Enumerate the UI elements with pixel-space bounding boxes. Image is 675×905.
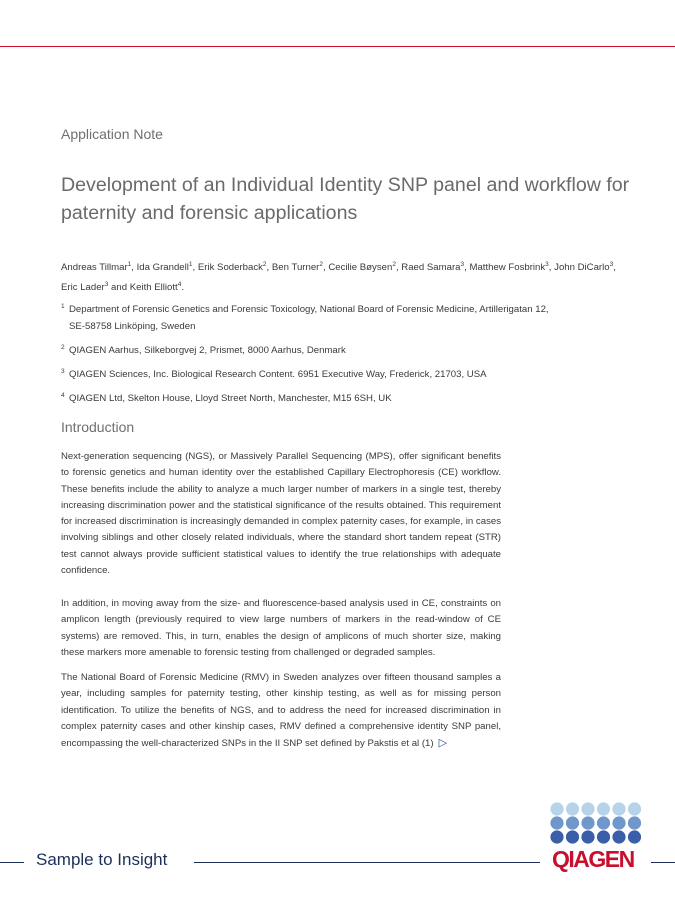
affiliation-text: QIAGEN Aarhus, Silkeborgvej 2, Prismet, 8000 Aarhus, Denmark bbox=[69, 345, 346, 356]
author-name: Erik Soderback bbox=[197, 262, 263, 274]
author-name: Ida Grandell bbox=[136, 262, 189, 274]
affiliation-3 bbox=[61, 363, 621, 383]
author-name: Cecilie Bøysen bbox=[328, 262, 393, 274]
logo-dot bbox=[566, 802, 579, 815]
author-name: John DiCarlo bbox=[554, 262, 610, 274]
logo-dot bbox=[550, 830, 563, 843]
intro-paragraph-1: Next-generation sequencing (NGS), or Massively Parallel Sequencing (MPS), offer significant benefits to forensic genetics and human identity over the established Capillary Electrophoresis (CE) workflow. These benefits include the ability to analyze a much larger number of markers in a single test, thereby increasing discrimination power and the statistical significance of the results obtained. This requirement for increased discrimination is increasingly demanded in complex paternity cases, for example, in cases involving siblings and other closely related individuals, where the standard short tandem repeat (STR) test cannot always provide sufficient statistical values to identify the true relationships with adequate confidence. bbox=[61, 451, 501, 577]
affiliation-number: 1 bbox=[61, 303, 65, 310]
affiliation-2 bbox=[61, 339, 621, 359]
author-affiliation-mark: 2 bbox=[262, 261, 267, 268]
author-name: Raed Samara bbox=[401, 262, 461, 274]
logo-dot bbox=[566, 830, 579, 843]
author-affiliation-mark: 3 bbox=[609, 261, 614, 268]
logo-dot bbox=[612, 816, 625, 829]
author-affiliation-mark: 3 bbox=[545, 261, 549, 268]
intro-paragraph-3-text: The National Board of Forensic Medicine (RMV) in Sweden analyzes over fifteen thousand samples a year, including samples for paternity testing, other kinship testing, as well as for missing person identification. To utilize the benefits of NGS, and to address the need for increased discrimination in complex paternity cases and other kinship cases, RMV defined a comprehensive identity SNP panel, encompassing the well-characterized SNPs in the II SNP set defined by Pakstis et al (1) bbox=[61, 672, 501, 750]
logo-dot bbox=[628, 830, 641, 843]
author-affiliation-mark: 4 bbox=[177, 281, 182, 289]
affiliation-number: 4 bbox=[61, 392, 65, 399]
author-affiliation-mark: 1 bbox=[127, 261, 132, 268]
logo-dot bbox=[597, 830, 610, 843]
affiliation-text: QIAGEN Ltd, Skelton House, Lloyd Street North, Manchester, M15 6SH, UK bbox=[69, 393, 392, 404]
affiliation-text: Department of Forensic Genetics and Forensic Toxicology, National Board of Forensic Medicine, Artillerigatan 12, bbox=[69, 304, 549, 315]
author-affiliation-mark: 1 bbox=[188, 261, 193, 268]
section-heading-introduction: Introduction bbox=[61, 419, 135, 435]
logo-dot bbox=[581, 830, 594, 843]
affiliation-4 bbox=[61, 387, 621, 407]
intro-paragraph-3 bbox=[61, 670, 501, 752]
logo-dot bbox=[566, 816, 579, 829]
logo-dot bbox=[550, 802, 563, 815]
footer-rule-right bbox=[651, 862, 675, 863]
footer-rule-middle bbox=[194, 862, 540, 863]
author-affiliation-mark: 3 bbox=[460, 261, 465, 268]
top-red-rule bbox=[0, 46, 675, 47]
author-list: Andreas Tillmar$^1$, Ida Grandell$^1$, Erik Soderback$^2$, Ben Turner$^2$, Cecilie Bøysen$^2$, Raed Samara$^3$, Matthew Fosbrink$^3$, John DiCarlo$^3$, Eric Lader$^3$ and Keith Elliott$^4$. bbox=[61, 261, 616, 294]
qiagen-logo-icon bbox=[548, 802, 644, 846]
footer-tagline: Sample to Insight bbox=[36, 850, 168, 869]
qiagen-logo-text: QIAGEN bbox=[552, 846, 634, 872]
affiliation-1 bbox=[61, 298, 621, 335]
logo-dot bbox=[612, 830, 625, 843]
logo-dot bbox=[628, 816, 641, 829]
author-name: Eric Lader bbox=[61, 282, 105, 294]
logo-dot bbox=[612, 802, 625, 815]
affiliation-number: 2 bbox=[61, 344, 65, 351]
document-type: Application Note bbox=[61, 126, 163, 142]
logo-dot bbox=[628, 802, 641, 815]
continue-arrow-icon[interactable]: ▷ bbox=[438, 737, 448, 750]
author-name: Matthew Fosbrink bbox=[469, 262, 546, 274]
author-affiliation-mark: 2 bbox=[392, 261, 396, 268]
author-name: Ben Turner bbox=[271, 262, 320, 274]
document-title: Development of an Individual Identity SNP panel and workflow for paternity and forensic applications bbox=[61, 174, 630, 224]
author-name: Keith Elliott bbox=[129, 282, 178, 294]
author-name: Andreas Tillmar bbox=[61, 262, 128, 274]
affiliation-number: 3 bbox=[61, 368, 65, 375]
logo-dot bbox=[581, 816, 594, 829]
author-affiliation-mark: 3 bbox=[104, 281, 109, 289]
affiliation-text: QIAGEN Sciences, Inc. Biological Research Content. 6951 Executive Way, Frederick, 21703, USA bbox=[69, 369, 487, 380]
author-affiliation-mark: 2 bbox=[319, 261, 323, 268]
affiliation-text-cont: SE-58758 Linköping, Sweden bbox=[69, 321, 196, 332]
logo-dot bbox=[597, 816, 610, 829]
logo-dot bbox=[550, 816, 563, 829]
logo-dot bbox=[581, 802, 594, 815]
logo-dot bbox=[597, 802, 610, 815]
intro-paragraph-2: In addition, in moving away from the size- and fluorescence-based analysis used in CE, constraints on amplicon length (previously required to view large numbers of markers in the read-window of CE systems) are removed. This, in turn, enables the design of amplicons of much shorter size, making these markers more amenable to forensic testing from challenged or degraded samples. bbox=[61, 598, 501, 658]
footer-rule-left bbox=[0, 862, 24, 863]
